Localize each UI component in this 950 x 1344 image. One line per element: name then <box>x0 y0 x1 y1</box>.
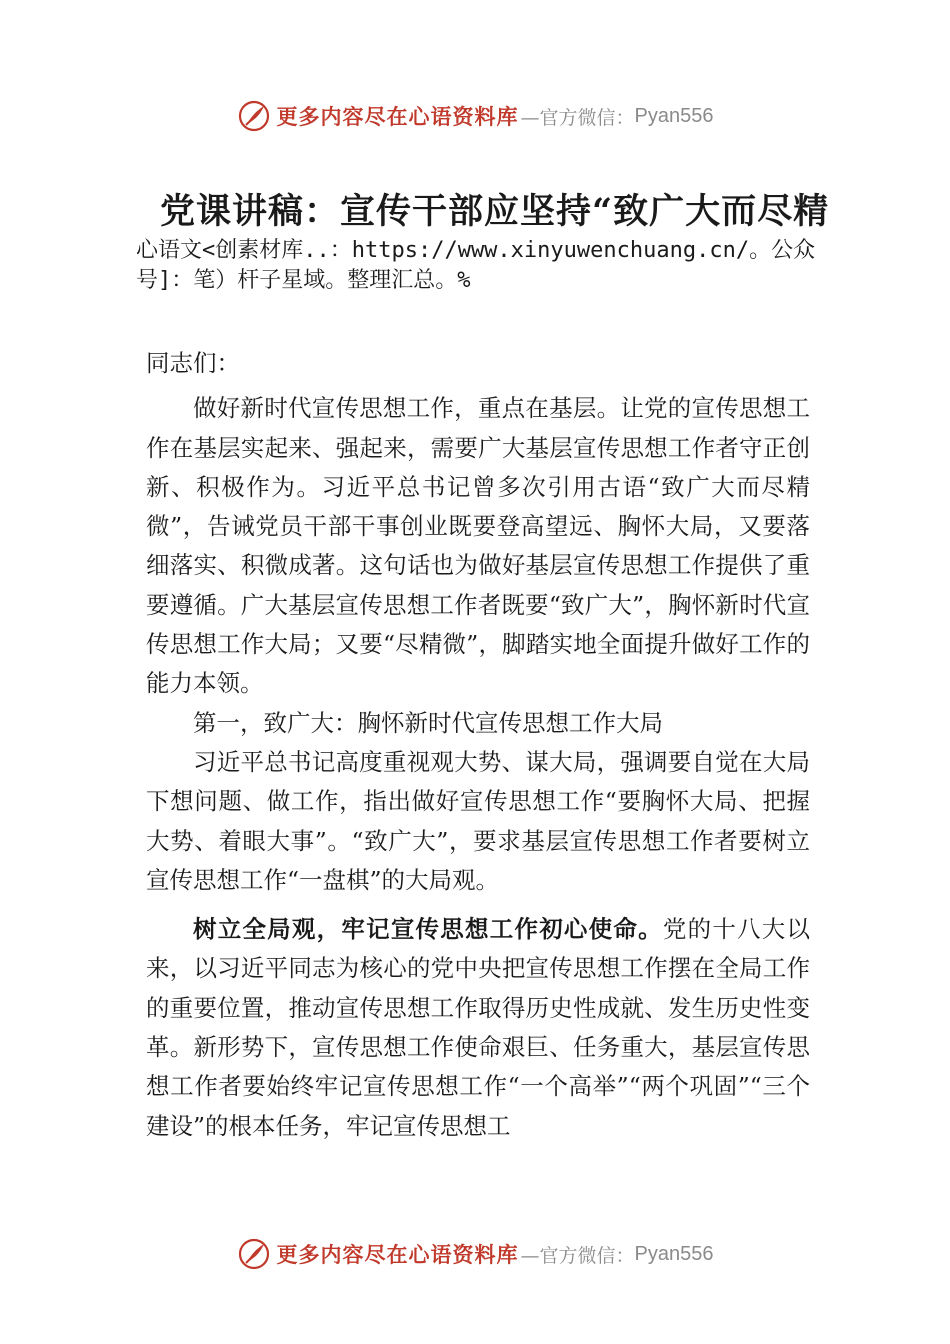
watermark-footer <box>0 1234 950 1274</box>
watermark-separator: —官方微信： <box>520 106 635 129</box>
watermark-separator: —官方微信： <box>520 1244 635 1267</box>
watermark-text: 更多内容尽在心语资料库 <box>276 1242 519 1267</box>
body-paragraph-with-bold-lead <box>146 910 810 1146</box>
salutation: 同志们： <box>146 349 240 377</box>
watermark-text: 更多内容尽在心语资料库 <box>276 104 519 129</box>
document-title: 党课讲稿：宣传干部应坚持“致广大而尽精 <box>160 191 830 232</box>
body-paragraph: 习近平总书记高度重视观大势、谋大局，强调要自觉在大局下想问题、做工作，指出做好宣传思想工作“要胸怀大局、把握大势、着眼大事”。“致广大”，要求基层宣传思想工作者要树立宣传思想工作“一盘棋”的大局观。 <box>146 747 810 894</box>
body-paragraph: 做好新时代宣传思想工作，重点在基层。让党的宣传思想工作在基层实起来、强起来，需要广大基层宣传思想工作者守正创新、积极作为。习近平总书记曾多次引用古语“致广大而尽精微”，告诫党员干部干事创业既要登高望远、胸怀大局，又要落细落实、积微成著。这句话也为做好基层宣传思想工作提供了重要遵循。广大基层宣传思想工作者既要“致广大”，胸怀新时代宣传思想工作大局；又要“尽精微”，脚踏实地全面提升做好工作的能力本领。 <box>146 394 810 698</box>
watermark-wechat-id: Pyan556 <box>634 104 714 127</box>
watermark-header <box>0 96 950 136</box>
section-heading: 第一，致广大：胸怀新时代宣传思想工作大局 <box>193 708 663 737</box>
quill-pen-logo-icon <box>237 99 271 133</box>
bold-lead-sentence: 树立全局观，牢记宣传思想工作初心使命。 <box>193 915 663 944</box>
document-body <box>146 344 810 1146</box>
watermark-wechat-id: Pyan556 <box>634 1242 714 1265</box>
quill-pen-logo-icon <box>237 1237 271 1271</box>
document-source-line: 心语文<创素材库..：https://www.xinyuwenchuang.cn/。公众号]：笔）杆子星域。整理汇总。% <box>136 238 816 293</box>
paragraph-rest: 党的十八大以来，以习近平同志为核心的党中央把宣传思想工作摆在全局工作的重要位置，推动宣传思想工作取得历史性成就、发生历史性变革。新形势下，宣传思想工作使命艰巨、任务重大，基层宣传思想工作者要始终牢记宣传思想工作“一个高举”“两个巩固”“三个建设”的根本任务，牢记宣传思想工 <box>146 915 811 1140</box>
